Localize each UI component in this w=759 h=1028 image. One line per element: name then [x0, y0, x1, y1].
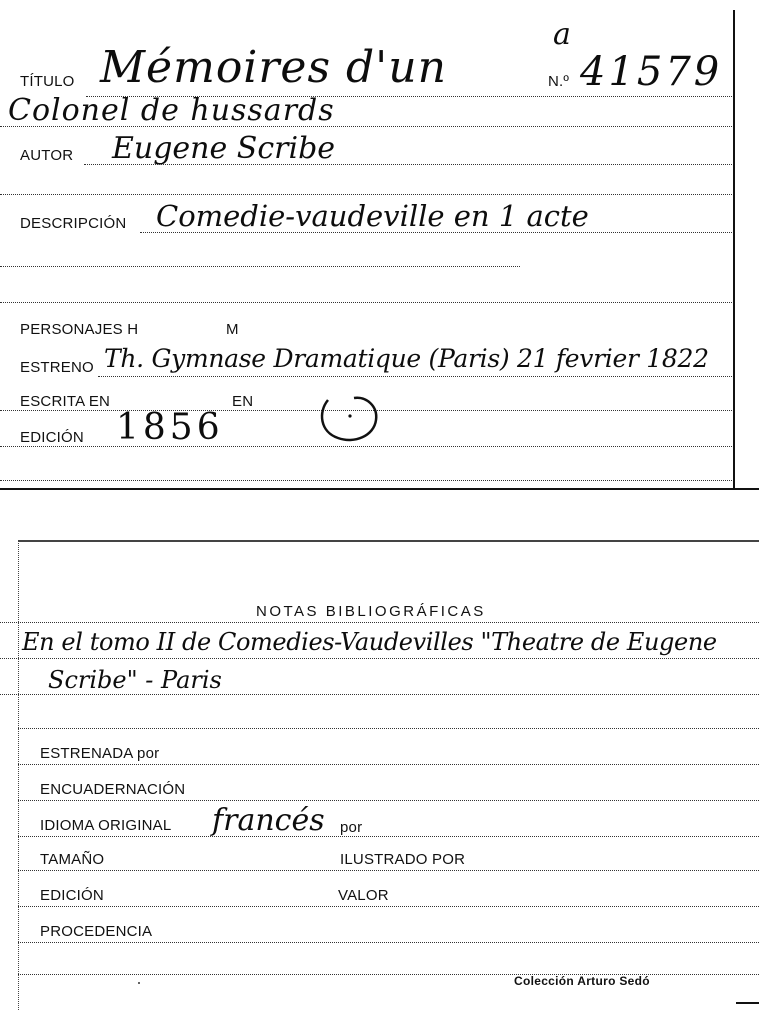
handwritten-notes-line2: Scribe" - Paris: [48, 666, 222, 694]
label-ilustrado: ILUSTRADO POR: [340, 851, 466, 868]
label-edicion: EDICIÓN: [20, 429, 84, 446]
handwritten-title-line1: Mémoires d'un: [100, 42, 447, 93]
rule-encuadernacion: [18, 800, 759, 801]
rule-blank-1: [0, 194, 732, 195]
ink-speck: [138, 982, 140, 984]
handwritten-description: Comedie-vaudeville en 1 acte: [156, 199, 589, 233]
stamp-circle: [314, 390, 384, 446]
label-personajes-h: PERSONAJES H: [20, 321, 139, 338]
rule-estreno: [98, 376, 732, 377]
handwritten-premiere: Th. Gymnase Dramatique (Paris) 21 fevrier 1822: [104, 344, 709, 373]
label-descripcion: DESCRIPCIÓN: [20, 215, 127, 232]
handwritten-title-line2: Colonel de hussards: [8, 93, 335, 128]
card-top-border: [18, 540, 759, 542]
card-right-border: [733, 10, 735, 488]
label-idioma: IDIOMA ORIGINAL: [40, 817, 172, 834]
handwritten-language: francés: [212, 803, 325, 838]
handwritten-author: Eugene Scribe: [112, 131, 336, 166]
rule-titulo-2: [0, 126, 732, 127]
label-valor: VALOR: [338, 887, 389, 904]
label-tamano: TAMAÑO: [40, 851, 105, 868]
label-escrita-en: ESCRITA EN: [20, 393, 111, 410]
rule-blank-3: [0, 302, 732, 303]
handwritten-notes-line1: En el tomo II de Comedies-Vaudevilles "Theatre de Eugene: [22, 628, 717, 656]
label-personajes-m: M: [226, 321, 239, 338]
rule-autor: [84, 164, 732, 165]
label-procedencia: PROCEDENCIA: [40, 923, 153, 940]
handwritten-number-prefix: a: [553, 17, 571, 52]
card-left-edge: [18, 540, 19, 1010]
notes-heading: NOTAS BIBLIOGRÁFICAS: [256, 603, 486, 620]
label-estreno: ESTRENO: [20, 359, 94, 376]
rule-edicion-back: [18, 906, 759, 907]
handwritten-catalog-number: 41579: [580, 49, 723, 95]
card-bottom-border: [0, 488, 759, 490]
rule-notes-1: [0, 622, 759, 623]
footer-mark: [736, 1002, 759, 1004]
label-autor: AUTOR: [20, 147, 74, 164]
rule-notes-4: [18, 728, 759, 729]
rule-procedencia: [18, 942, 759, 943]
rule-notes-3: [0, 694, 759, 695]
catalog-card-back: [0, 506, 759, 1028]
label-titulo: TÍTULO: [20, 73, 75, 90]
rule-descripcion: [140, 232, 732, 233]
rule-idioma: [18, 836, 759, 837]
rule-blank-2: [0, 266, 520, 267]
rule-tamano: [18, 870, 759, 871]
rule-notes-2: [0, 658, 759, 659]
rule-estrenada: [18, 764, 759, 765]
rule-edicion: [0, 446, 732, 447]
label-numero: N.º: [548, 73, 570, 90]
label-idioma-por: por: [340, 819, 363, 836]
handwritten-edition-year: 1856: [116, 407, 224, 448]
label-encuadernacion: ENCUADERNACIÓN: [40, 781, 186, 798]
rule-bottom: [0, 480, 732, 481]
catalog-card-front: [0, 0, 759, 494]
collection-footer: Colección Arturo Sedó: [514, 974, 650, 988]
label-edicion-back: EDICIÓN: [40, 887, 104, 904]
label-estrenada: ESTRENADA por: [40, 745, 160, 762]
label-escrita-en-2: EN: [232, 393, 254, 410]
